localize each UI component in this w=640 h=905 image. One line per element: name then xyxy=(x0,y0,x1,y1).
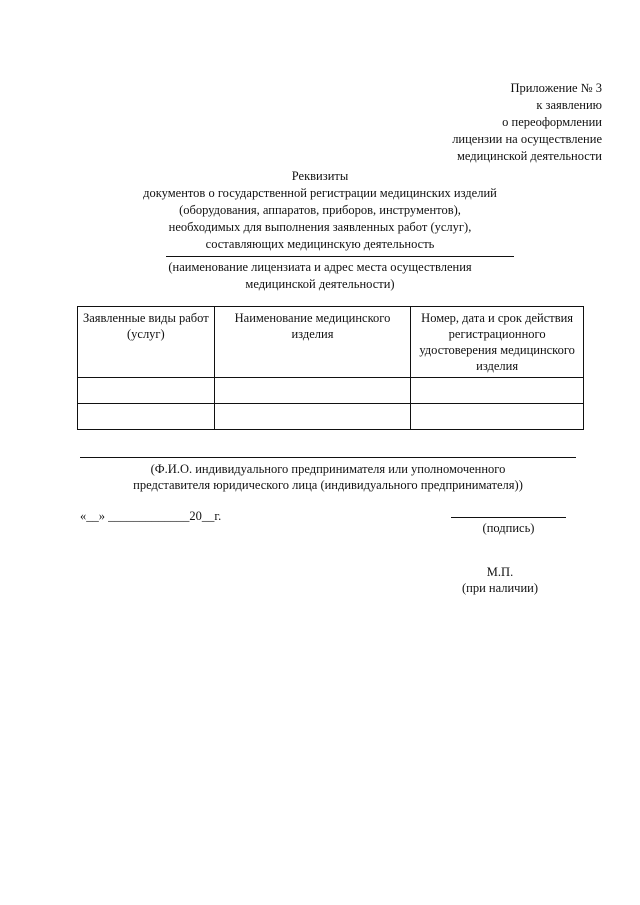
header-cell-device-name: Наименование медицинского изделия xyxy=(214,307,411,378)
table-cell[interactable] xyxy=(214,404,411,430)
header-cell-services: Заявленные виды работ (услуг) xyxy=(78,307,215,378)
licensee-caption-line: (наименование лицензиата и адрес места осуществления xyxy=(168,260,472,274)
representative-caption xyxy=(0,461,640,493)
document-title xyxy=(0,168,640,253)
header-cell-registration: Номер, дата и срок действия регистрационного удостоверения медицинского изделия xyxy=(411,307,584,378)
table-cell[interactable] xyxy=(214,378,411,404)
annex-line: о переоформлении xyxy=(502,115,602,129)
date-field[interactable]: «__» _____________20__г. xyxy=(80,509,222,523)
table-cell[interactable] xyxy=(411,378,584,404)
stamp-label: М.П. xyxy=(486,565,514,579)
table-cell[interactable] xyxy=(78,404,215,430)
stamp-block xyxy=(440,564,560,596)
table-cell[interactable] xyxy=(411,404,584,430)
signature-caption: (подпись) xyxy=(482,521,535,535)
annex-line: медицинской деятельности xyxy=(456,149,602,163)
licensee-fill-line[interactable] xyxy=(166,256,514,257)
table-header-row xyxy=(78,307,584,378)
requisites-table xyxy=(77,306,584,430)
stamp-note: (при наличии) xyxy=(461,581,539,595)
title-line: составляющих медицинскую деятельность xyxy=(205,237,435,251)
table-cell[interactable] xyxy=(78,378,215,404)
annex-header xyxy=(452,80,602,165)
signature-fill-line[interactable] xyxy=(451,517,566,518)
annex-line: к заявлению xyxy=(536,98,602,112)
representative-caption-line: (Ф.И.О. индивидуального предпринимателя или уполномоченного xyxy=(150,462,506,476)
licensee-caption-line: медицинской деятельности) xyxy=(245,277,395,291)
title-line: необходимых для выполнения заявленных работ (услуг), xyxy=(168,220,472,234)
licensee-caption xyxy=(0,259,640,293)
annex-line: Приложение № 3 xyxy=(510,81,602,95)
table-row xyxy=(78,404,584,430)
title-line: документов о государственной регистрации медицинских изделий xyxy=(143,186,497,200)
representative-caption-line: представителя юридического лица (индивидуального предпринимателя)) xyxy=(133,478,523,492)
table-row xyxy=(78,378,584,404)
title-heading: Реквизиты xyxy=(291,169,349,183)
annex-line: лицензии на осуществление xyxy=(452,132,602,146)
representative-fill-line[interactable] xyxy=(80,457,576,458)
title-line: (оборудования, аппаратов, приборов, инструментов), xyxy=(179,203,461,217)
